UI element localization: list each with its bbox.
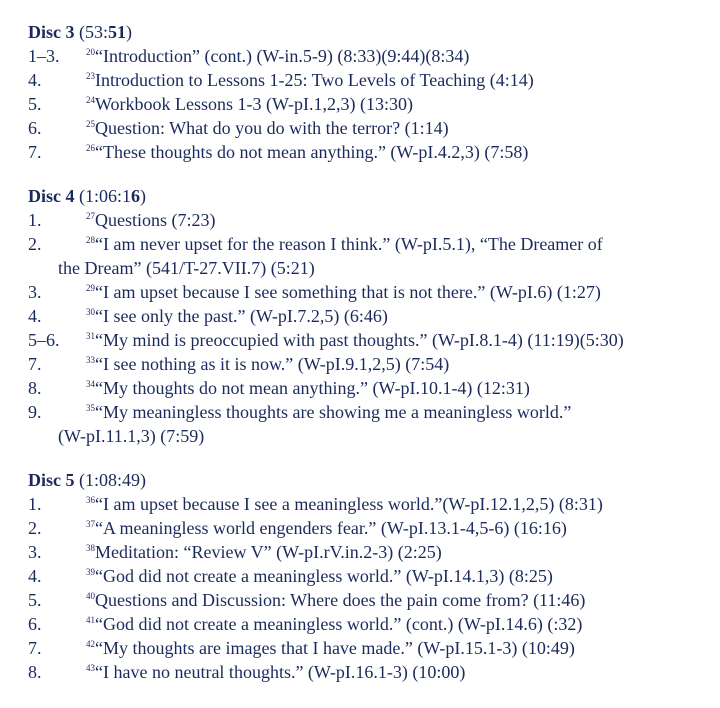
track-title: $^{40}$Questions and Discussion: Where does the pain come from? (11:46) [86, 590, 586, 610]
disc-title [28, 468, 708, 492]
track-title-continuation: (W-pI.11.1,3) (7:59) [58, 426, 205, 446]
track-row [28, 540, 708, 564]
track-title: $^{34}$“My thoughts do not mean anything.” (W-pI.10.1-4) (12:31) [86, 378, 530, 398]
disc-title [28, 184, 708, 208]
track-number: 7. [28, 638, 42, 658]
disc-duration: (53:51) [79, 22, 132, 42]
track-number: 8. [28, 662, 42, 682]
disc-5-section [28, 468, 708, 684]
track-title: $^{31}$“My mind is preoccupied with past thoughts.” (W-pI.8.1-4) (11:19)(5:30) [86, 330, 624, 350]
track-row [28, 612, 708, 636]
track-row [28, 44, 708, 68]
track-row [28, 492, 708, 516]
track-number: 7. [28, 142, 42, 162]
track-row [28, 304, 708, 328]
footnote-ref: 20 [86, 47, 95, 57]
footnote-ref: 31 [86, 331, 95, 341]
disc-4-section [28, 184, 708, 448]
footnote-ref: 23 [86, 71, 95, 81]
track-row [28, 116, 708, 140]
footnote-ref: 34 [86, 379, 95, 389]
footnote-ref: 33 [86, 355, 95, 365]
track-number: 6. [28, 614, 42, 634]
track-title: $^{25}$Question: What do you do with the terror? (1:14) [86, 118, 449, 138]
track-number: 2. [28, 234, 42, 254]
track-number: 3. [28, 542, 42, 562]
footnote-ref: 42 [86, 639, 95, 649]
track-number: 7. [28, 354, 42, 374]
track-number: 5. [28, 590, 42, 610]
track-row [28, 280, 708, 304]
track-number: 4. [28, 306, 42, 326]
track-title: $^{24}$Workbook Lessons 1-3 (W-pI.1,2,3) (13:30) [86, 94, 413, 114]
footnote-ref: 37 [86, 519, 95, 529]
disc-label: Disc 4 [28, 186, 75, 206]
track-title: $^{41}$“God did not create a meaningless world.” (cont.) (W-pI.14.6) (:32) [86, 614, 583, 634]
track-number: 6. [28, 118, 42, 138]
track-number: 2. [28, 518, 42, 538]
disc-duration: (1:06:16) [79, 186, 146, 206]
track-row [28, 68, 708, 92]
disc-title [28, 20, 708, 44]
track-title: $^{43}$“I have no neutral thoughts.” (W-pI.16.1-3) (10:00) [86, 662, 466, 682]
track-title: $^{29}$“I am upset because I see something that is not there.” (W-pI.6) (1:27) [86, 282, 601, 302]
footnote-ref: 27 [86, 211, 95, 221]
track-title: $^{28}$“I am never upset for the reason I think.” (W-pI.5.1), “The Dreamer of the Dream” (541/T-27.VII.7) (5:21) [28, 234, 708, 280]
footnote-ref: 40 [86, 591, 95, 601]
track-title: $^{38}$Meditation: “Review V” (W-pI.rV.in.2-3) (2:25) [86, 542, 442, 562]
footnote-ref: 36 [86, 495, 95, 505]
track-title: $^{26}$“These thoughts do not mean anything.” (W-pI.4.2,3) (7:58) [86, 142, 529, 162]
footnote-ref: 24 [86, 95, 95, 105]
footnote-ref: 39 [86, 567, 95, 577]
track-row [28, 400, 708, 448]
track-number: 5–6. [28, 330, 60, 350]
track-title: $^{39}$“God did not create a meaningless world.” (W-pI.14.1,3) (8:25) [86, 566, 553, 586]
footnote-ref: 25 [86, 119, 95, 129]
track-number: 4. [28, 566, 42, 586]
track-title: $^{27}$Questions (7:23) [86, 210, 216, 230]
footnote-ref: 43 [86, 663, 95, 673]
track-row [28, 328, 708, 352]
disc-label: Disc 5 [28, 470, 75, 490]
footnote-ref: 28 [86, 235, 95, 245]
track-title-continuation: the Dream” (541/T-27.VII.7) (5:21) [58, 258, 315, 278]
footnote-ref: 30 [86, 307, 95, 317]
track-row [28, 232, 708, 280]
track-row [28, 588, 708, 612]
disc-duration: (1:08:49) [79, 470, 146, 490]
track-number: 1. [28, 210, 42, 230]
track-number: 3. [28, 282, 42, 302]
track-row [28, 352, 708, 376]
track-listing [28, 20, 708, 704]
track-row [28, 516, 708, 540]
track-number: 1–3. [28, 46, 60, 66]
track-number: 4. [28, 70, 42, 90]
track-title: $^{35}$“My meaningless thoughts are showing me a meaningless world.” (W-pI.11.1,3) (7:59) [28, 402, 708, 448]
disc-label: Disc 3 [28, 22, 75, 42]
footnote-ref: 38 [86, 543, 95, 553]
footnote-ref: 29 [86, 283, 95, 293]
track-number: 8. [28, 378, 42, 398]
track-title: $^{30}$“I see only the past.” (W-pI.7.2,5) (6:46) [86, 306, 388, 326]
track-number: 5. [28, 94, 42, 114]
track-title: $^{33}$“I see nothing as it is now.” (W-pI.9.1,2,5) (7:54) [86, 354, 450, 374]
track-row [28, 208, 708, 232]
footnote-ref: 41 [86, 615, 95, 625]
track-row [28, 564, 708, 588]
disc-3-section [28, 20, 708, 164]
track-row [28, 376, 708, 400]
track-title: $^{37}$“A meaningless world engenders fear.” (W-pI.13.1-4,5-6) (16:16) [86, 518, 567, 538]
track-number: 1. [28, 494, 42, 514]
track-title: $^{42}$“My thoughts are images that I have made.” (W-pI.15.1-3) (10:49) [86, 638, 575, 658]
track-title: $^{23}$Introduction to Lessons 1-25: Two Levels of Teaching (4:14) [86, 70, 534, 90]
track-row [28, 660, 708, 684]
track-number: 9. [28, 402, 42, 422]
track-title: $^{20}$“Introduction” (cont.) (W-in.5-9) (8:33)(9:44)(8:34) [86, 46, 470, 66]
track-row [28, 636, 708, 660]
footnote-ref: 35 [86, 403, 95, 413]
footnote-ref: 26 [86, 143, 95, 153]
track-row [28, 140, 708, 164]
track-row [28, 92, 708, 116]
track-title: $^{36}$“I am upset because I see a meaningless world.”(W-pI.12.1,2,5) (8:31) [86, 494, 603, 514]
